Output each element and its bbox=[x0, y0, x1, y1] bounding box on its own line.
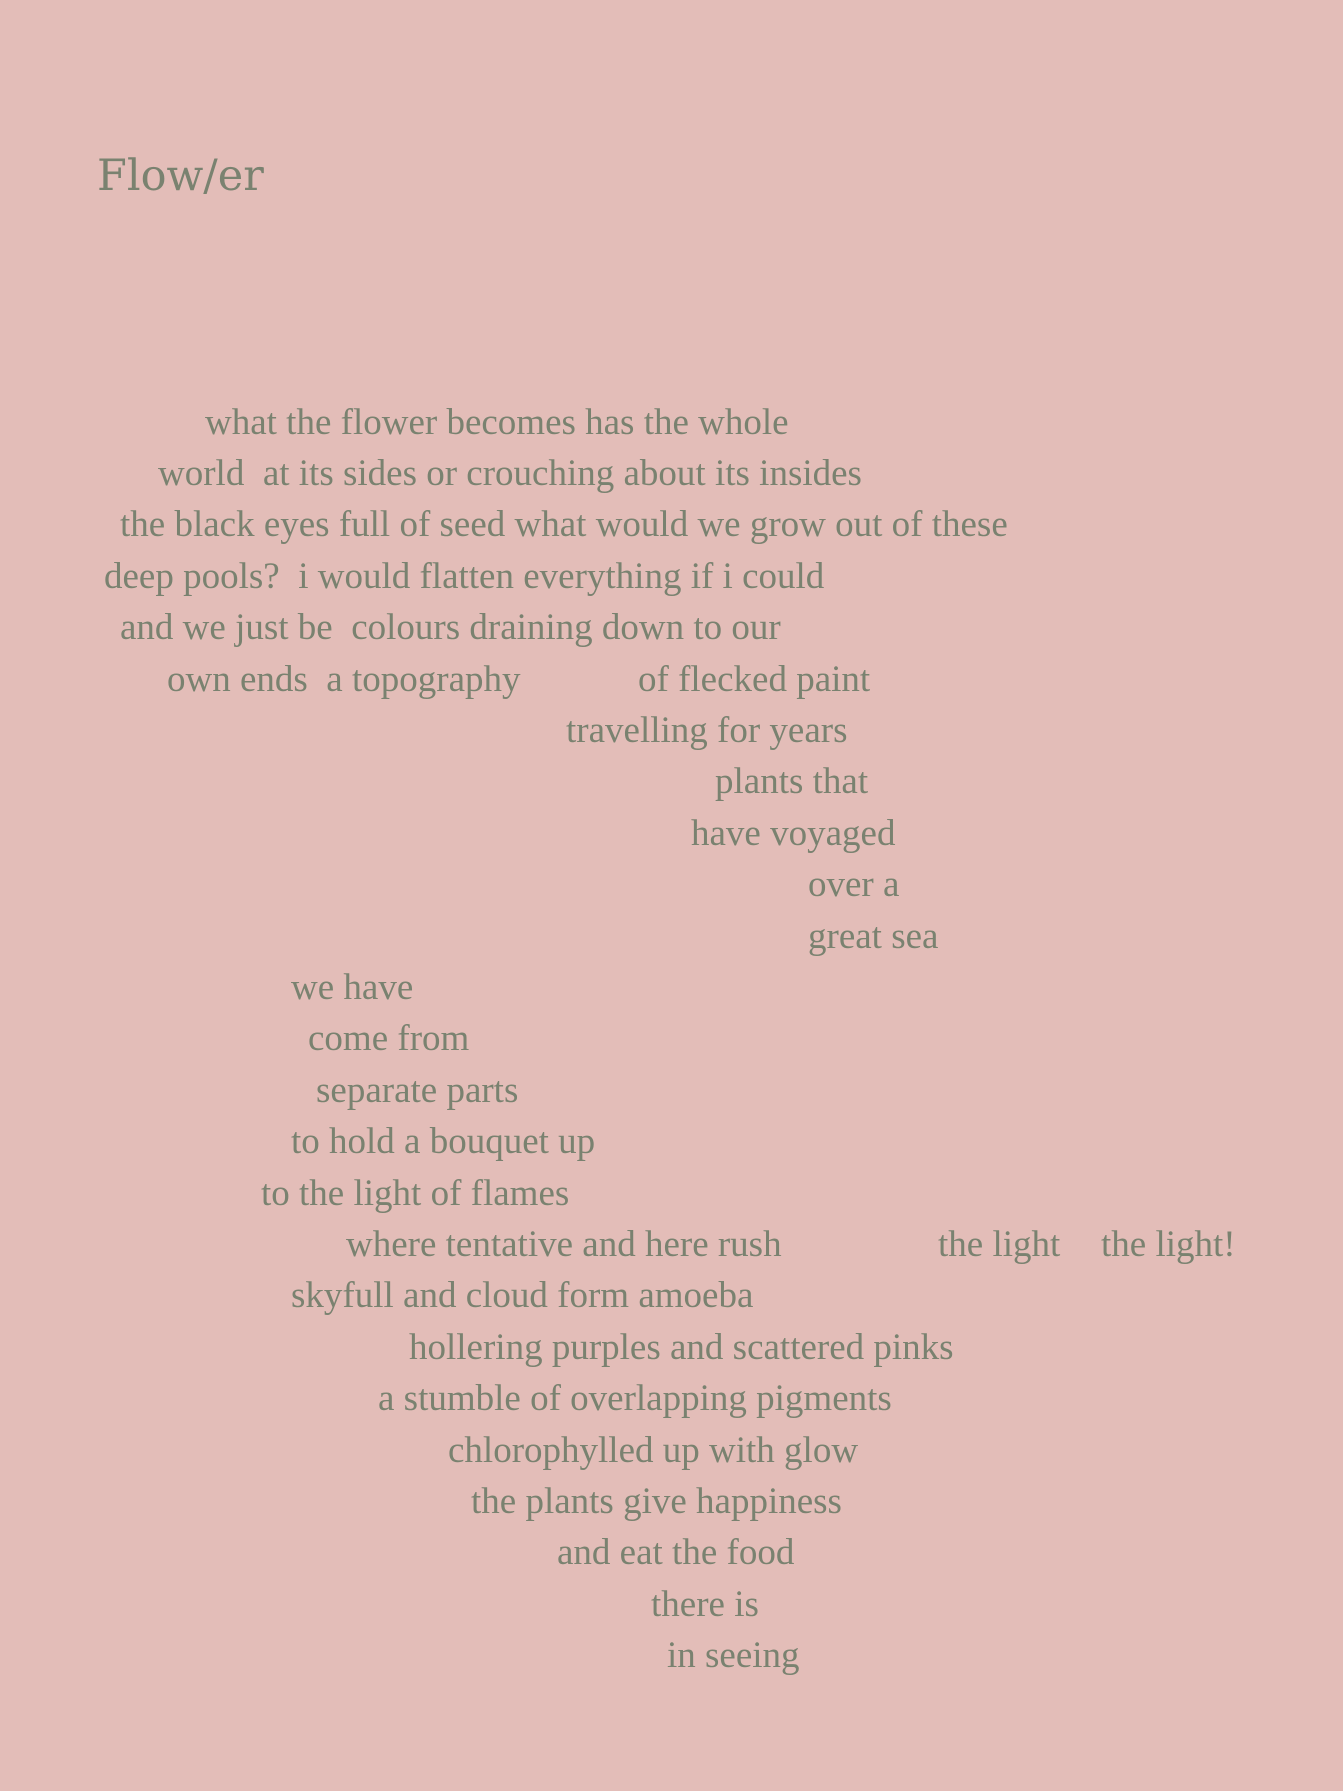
poem-line: there is bbox=[651, 1584, 759, 1625]
poem-line: have voyaged bbox=[691, 813, 896, 854]
poem-line: where tentative and here rush bbox=[346, 1224, 782, 1265]
poem-line: what the flower becomes has the whole bbox=[205, 402, 789, 443]
poem-line: the light bbox=[938, 1224, 1061, 1265]
poem-line: the light! bbox=[1101, 1224, 1236, 1265]
poem-line: in seeing bbox=[667, 1635, 800, 1676]
poem-line: to hold a bouquet up bbox=[291, 1121, 596, 1162]
poem-line: and we just be colours draining down to our bbox=[120, 607, 781, 648]
poem-line: travelling for years bbox=[566, 710, 848, 751]
poem-title: Flow/er bbox=[97, 151, 264, 201]
poem-line: the black eyes full of seed what would we grow out of these bbox=[120, 504, 1008, 545]
poem-line: deep pools? i would flatten everything if i could bbox=[104, 556, 825, 597]
poem-line: plants that bbox=[715, 761, 869, 802]
poem-line: skyfull and cloud form amoeba bbox=[291, 1275, 754, 1316]
poem-line: come from bbox=[308, 1018, 470, 1059]
poem-line: and eat the food bbox=[557, 1532, 795, 1573]
poem-line: chlorophylled up with glow bbox=[448, 1430, 859, 1471]
poem-line: own ends a topography bbox=[167, 659, 521, 700]
poem-line: to the light of flames bbox=[261, 1173, 570, 1214]
poem-line: the plants give happiness bbox=[471, 1481, 842, 1522]
poem-line: a stumble of overlapping pigments bbox=[378, 1378, 892, 1419]
poem-line: over a bbox=[808, 864, 900, 905]
poem-line: we have bbox=[291, 967, 414, 1008]
poem-line: hollering purples and scattered pinks bbox=[409, 1327, 954, 1368]
poem-line: great sea bbox=[808, 916, 939, 957]
poem-line: world at its sides or crouching about its insides bbox=[158, 453, 862, 494]
poem-line: separate parts bbox=[316, 1070, 519, 1111]
poem-line: of flecked paint bbox=[638, 659, 871, 700]
